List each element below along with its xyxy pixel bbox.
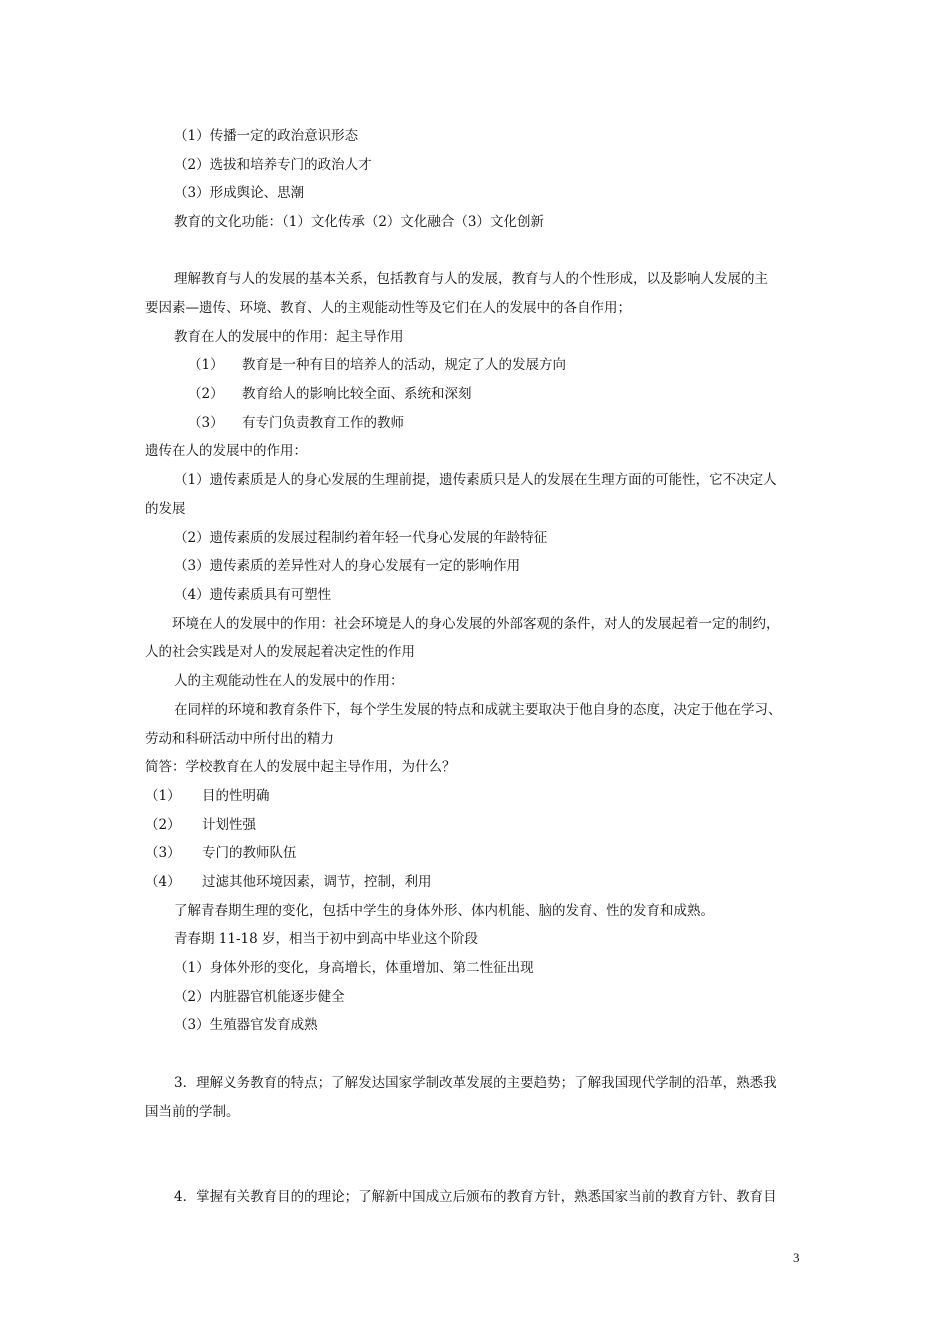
section-4-line-1: 4．掌握有关教育目的的理论；了解新中国成立后颁布的教育方针，熟悉国家当前的教育方针、教育目 xyxy=(174,1189,777,1205)
qa-item-1-number: （1） xyxy=(145,788,181,804)
edu-role-item-3-text: 有专门负责教育工作的教师 xyxy=(242,415,404,431)
politics-item-2: （2）选拔和培养专门的政治人才 xyxy=(174,157,372,173)
understand-paragraph-line-1: 理解教育与人的发展的基本关系，包括教育与人的发展，教育与人的个性形成，以及影响人发展的主 xyxy=(174,271,768,287)
culture-function-line: 教育的文化功能：（1）文化传承（2）文化融合（3）文化创新 xyxy=(174,214,545,230)
heredity-heading: 遗传在人的发展中的作用： xyxy=(145,443,307,459)
understand-paragraph-line-2: 要因素—遗传、环境、教育、人的主观能动性等及它们在人的发展中的各自作用； xyxy=(145,300,631,316)
heredity-item-1-line-1: （1）遗传素质是人的身心发展的生理前提，遗传素质只是人的发展在生理方面的可能性，它不决定人 xyxy=(174,472,777,488)
section-3-line-1: 3．理解义务教育的特点；了解发达国家学制改革发展的主要趋势；了解我国现代学制的沿革，熟悉我 xyxy=(174,1075,777,1091)
section-3-line-2: 国当前的学制。 xyxy=(145,1104,240,1120)
edu-role-item-2-number: （2） xyxy=(188,386,224,402)
heredity-item-3: （3）遗传素质的差异性对人的身心发展有一定的影响作用 xyxy=(174,558,521,574)
heredity-item-1-line-2: 的发展 xyxy=(145,501,186,517)
edu-role-item-1-text: 教育是一种有目的培养人的活动，规定了人的发展方向 xyxy=(242,357,566,373)
heredity-item-4: （4）遗传素质具有可塑性 xyxy=(174,587,332,603)
puberty-age-line: 青春期 11-18 岁，相当于初中到高中毕业这个阶段 xyxy=(174,931,478,947)
edu-role-item-3-number: （3） xyxy=(188,415,224,431)
page-number: 3 xyxy=(793,1250,800,1265)
politics-item-1: （1）传播一定的政治意识形态 xyxy=(174,128,359,144)
heredity-item-2: （2）遗传素质的发展过程制约着年轻一代身心发展的年龄特征 xyxy=(174,530,548,546)
puberty-item-3: （3）生殖器官发育成熟 xyxy=(174,1017,318,1033)
qa-item-3-text: 专门的教师队伍 xyxy=(202,845,297,861)
politics-item-3: （3）形成舆论、思潮 xyxy=(174,185,305,201)
puberty-item-2: （2）内脏器官机能逐步健全 xyxy=(174,989,345,1005)
environment-line-2: 人的社会实践是对人的发展起着决定性的作用 xyxy=(145,644,415,660)
qa-item-1-text: 目的性明确 xyxy=(202,788,270,804)
qa-heading: 简答：学校教育在人的发展中起主导作用，为什么？ xyxy=(145,759,456,775)
edu-role-item-2-text: 教育给人的影响比较全面、系统和深刻 xyxy=(242,386,472,402)
initiative-line-2: 劳动和科研活动中所付出的精力 xyxy=(145,731,334,747)
qa-item-4-text: 过滤其他环境因素，调节，控制，利用 xyxy=(202,874,432,890)
qa-item-2-text: 计划性强 xyxy=(202,817,256,833)
environment-line-1: 环境在人的发展中的作用：社会环境是人的身心发展的外部客观的条件，对人的发展起着一定的制约， xyxy=(172,616,780,632)
edu-role-heading: 教育在人的发展中的作用：起主导作用 xyxy=(174,329,404,345)
qa-item-4-number: （4） xyxy=(145,874,181,890)
initiative-heading: 人的主观能动性在人的发展中的作用： xyxy=(174,673,404,689)
qa-item-2-number: （2） xyxy=(145,817,181,833)
initiative-line-1: 在同样的环境和教育条件下，每个学生发展的特点和成就主要取决于他自身的态度，决定于他在学习、 xyxy=(174,702,782,718)
edu-role-item-1-number: （1） xyxy=(188,357,224,373)
puberty-paragraph: 了解青春期生理的变化，包括中学生的身体外形、体内机能、脑的发育、性的发育和成熟。 xyxy=(174,903,714,919)
qa-item-3-number: （3） xyxy=(145,845,181,861)
puberty-item-1: （1）身体外形的变化，身高增长，体重增加、第二性征出现 xyxy=(174,960,534,976)
